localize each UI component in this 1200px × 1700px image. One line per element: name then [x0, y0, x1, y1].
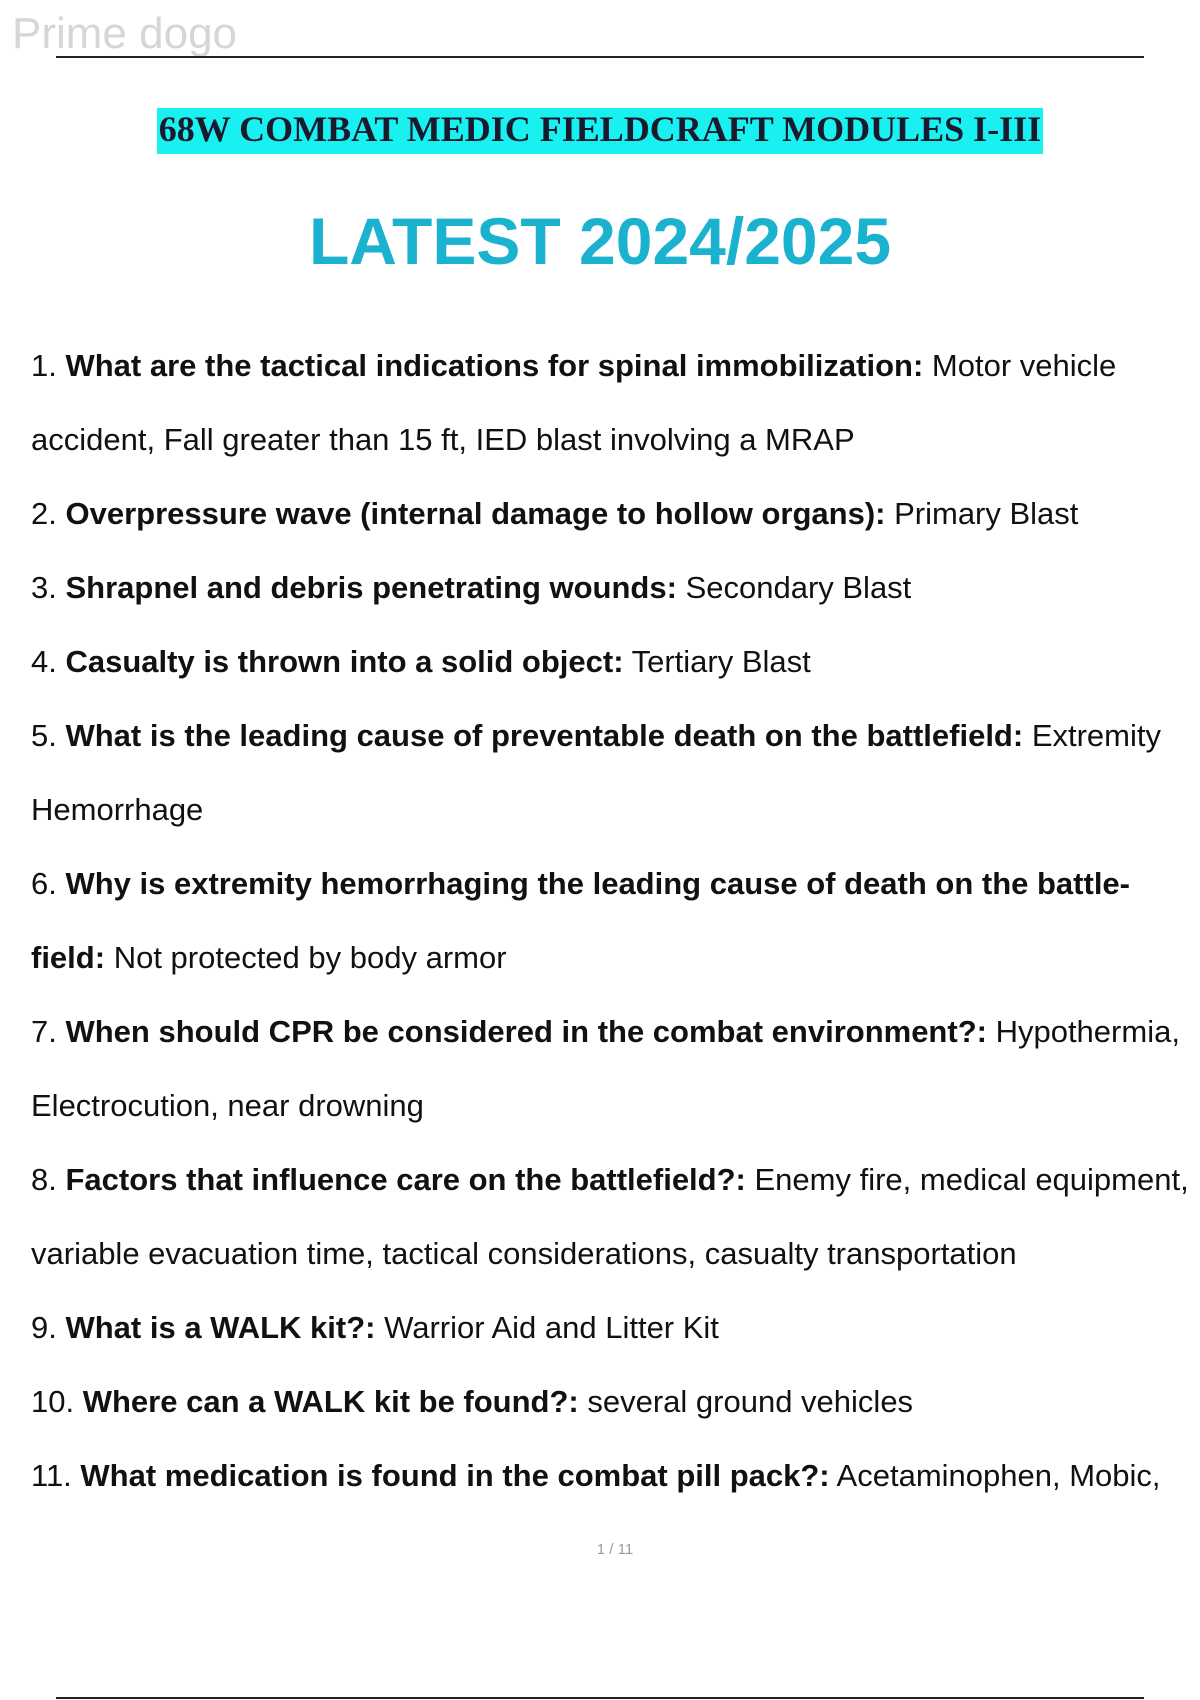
list-item — [31, 699, 1200, 847]
list-item — [31, 1143, 1200, 1291]
document-title: 68W COMBAT MEDIC FIELDCRAFT MODULES I-III — [157, 108, 1043, 154]
list-item — [31, 1365, 1200, 1439]
list-item — [31, 551, 1200, 625]
item-number: 9. — [31, 1310, 57, 1345]
answer-text: Warrior Aid and Litter Kit — [384, 1310, 719, 1345]
item-number: 8. — [31, 1162, 57, 1197]
list-item — [31, 329, 1200, 477]
list-item — [31, 625, 1200, 699]
question-text: Casualty is thrown into a solid object: — [65, 644, 624, 679]
item-number: 1. — [31, 348, 57, 383]
list-item — [31, 847, 1200, 995]
answer-text: Tertiary Blast — [631, 644, 811, 679]
question-list — [31, 329, 1200, 1513]
item-number: 3. — [31, 570, 57, 605]
item-number: 10. — [31, 1384, 75, 1419]
answer-text: several ground vehicles — [587, 1384, 914, 1419]
answer-text: Acetaminophen, Mobic, — [836, 1458, 1161, 1493]
item-number: 2. — [31, 496, 57, 531]
answer-text: Primary Blast — [894, 496, 1079, 531]
question-text: Where can a WALK kit be found?: — [82, 1384, 579, 1419]
title-container — [0, 108, 1200, 154]
answer-text: Extremity Hemorrhage — [31, 718, 1161, 827]
answer-text: Not protected by body armor — [113, 940, 507, 975]
answer-text: Hypothermia, Electrocution, near drowning — [31, 1014, 1180, 1123]
list-item — [31, 995, 1200, 1143]
question-text: What medication is found in the combat pill pack?: — [80, 1458, 830, 1493]
item-number: 11. — [31, 1458, 72, 1493]
question-text: When should CPR be considered in the combat environment?: — [65, 1014, 987, 1049]
header-rule — [56, 56, 1144, 58]
question-text: Factors that influence care on the battlefield?: — [65, 1162, 746, 1197]
question-text: What are the tactical indications for spinal immobilization: — [65, 348, 924, 383]
watermark-logo: Prime dogo — [12, 9, 238, 58]
question-text: Why is extremity hemorrhaging the leading cause of death on the battle-field: — [31, 866, 1130, 975]
item-number: 6. — [31, 866, 57, 901]
page-number: 1 / 11 — [596, 1541, 634, 1558]
question-text: What is the leading cause of preventable death on the battlefield: — [65, 718, 1024, 753]
list-item — [31, 1291, 1200, 1365]
question-text: What is a WALK kit?: — [65, 1310, 376, 1345]
question-text: Shrapnel and debris penetrating wounds: — [65, 570, 677, 605]
item-number: 4. — [31, 644, 57, 679]
item-number: 5. — [31, 718, 57, 753]
question-text: Overpressure wave (internal damage to hollow organs): — [65, 496, 886, 531]
document-subtitle: LATEST 2024/2025 — [308, 204, 892, 278]
list-item — [31, 477, 1200, 551]
answer-text: Motor vehicle accident, Fall greater than 15 ft, IED blast involving a MRAP — [31, 348, 1117, 457]
list-item — [31, 1439, 1200, 1513]
item-number: 7. — [31, 1014, 57, 1049]
answer-text: Enemy fire, medical equipment, variable evacuation time, tactical considerations, casualty transportation — [31, 1162, 1189, 1271]
answer-text: Secondary Blast — [685, 570, 912, 605]
footer-rule — [56, 1697, 1144, 1699]
